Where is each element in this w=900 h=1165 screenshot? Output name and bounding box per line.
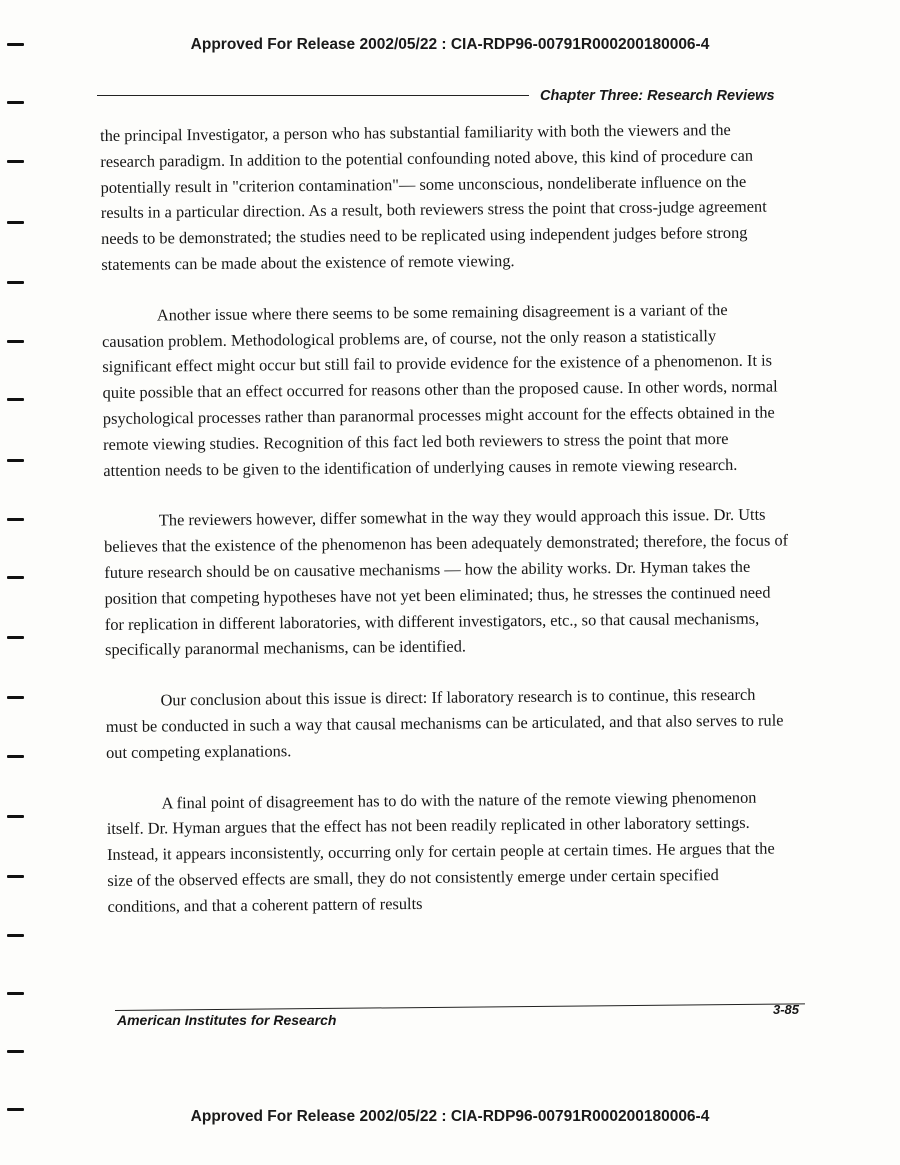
punch-mark bbox=[7, 43, 24, 46]
paragraph-1: the principal Investigator, a person who has substantial familiarity with both the viewers and the research paradigm. In addition to the potential confounding noted above, this kind of procedure can potentially result in "criterion contamination"— some unconscious, nondeliberate influence on the results in a particular direction. As a result, both reviewers stress the point that cross-judge agreement needs to be demonstrated; the studies need to be replicated using independent judges before strong statements can be made about the existence of remote viewing. bbox=[100, 119, 767, 274]
footer-rule bbox=[115, 1003, 805, 1011]
footer-organization: American Institutes for Research bbox=[117, 1012, 337, 1028]
header-rule bbox=[97, 95, 529, 96]
punch-mark bbox=[7, 518, 24, 521]
punch-mark bbox=[7, 398, 24, 401]
punch-mark bbox=[7, 160, 24, 163]
page-number: 3-85 bbox=[773, 1002, 800, 1017]
paragraph-3: The reviewers however, differ somewhat in the way they would approach this issue. Dr. Utts believes that the existence of the phenomenon has been adequately demonstrated; therefore, the focus of future research should be on causative mechanisms — how the ability works. Dr. Hyman takes the position that competing hypotheses have not yet been eliminated; thus, he stresses the continued need for replication in different laboratories, with different investigators, etc., so that causal mechanisms, specifically paranormal mechanisms, can be identified. bbox=[103, 504, 789, 660]
paragraph-5: A final point of disagreement has to do with the nature of the remote viewing phenomenon itself. Dr. Hyman argues that the effect has not been readily replicated in other laboratory settings. Instead, it appears inconsistently, occurring only for certain people at certain times. He argues that the size of the observed effects are small, they do not consistently emerge under certain specified conditions, and that a coherent pattern of results bbox=[106, 787, 775, 916]
punch-mark bbox=[7, 1050, 24, 1053]
release-footer: Approved For Release 2002/05/22 : CIA-RDP96-00791R000200180006-4 bbox=[190, 1108, 710, 1125]
punch-mark bbox=[7, 459, 24, 462]
punch-mark bbox=[7, 221, 24, 224]
punch-mark bbox=[7, 934, 24, 937]
punch-mark bbox=[7, 1108, 24, 1111]
punch-mark bbox=[7, 815, 24, 818]
punch-mark bbox=[7, 281, 24, 284]
punch-mark bbox=[7, 875, 24, 878]
punch-mark bbox=[7, 636, 24, 639]
punch-mark bbox=[7, 992, 24, 995]
punch-mark bbox=[7, 696, 24, 699]
punch-mark bbox=[7, 755, 24, 758]
body-text bbox=[100, 116, 793, 919]
paragraph-4: Our conclusion about this issue is direct: If laboratory research is to continue, this research must be conducted in such a way that causal mechanisms can be articulated, and that also serves to rule out competing explanations. bbox=[105, 684, 784, 762]
punch-mark bbox=[7, 576, 24, 579]
paragraph-2: Another issue where there seems to be some remaining disagreement is a variant of the causation problem. Methodological problems are, of course, not the only reason a statistically significant effect might occur but still fail to provide evidence for the existence of a phenomenon. It is quite possible that an effect occurred for reasons other than the proposed cause. In other words, normal psychological processes rather than paranormal processes might account for the effects obtained in the remote viewing studies. Recognition of this fact led both reviewers to stress the point that more attention needs to be given to the identification of underlying causes in remote viewing research. bbox=[102, 299, 778, 480]
punch-mark bbox=[7, 101, 24, 104]
chapter-title: Chapter Three: Research Reviews bbox=[540, 88, 775, 104]
punch-mark bbox=[7, 340, 24, 343]
release-header: Approved For Release 2002/05/22 : CIA-RDP96-00791R000200180006-4 bbox=[190, 36, 710, 53]
